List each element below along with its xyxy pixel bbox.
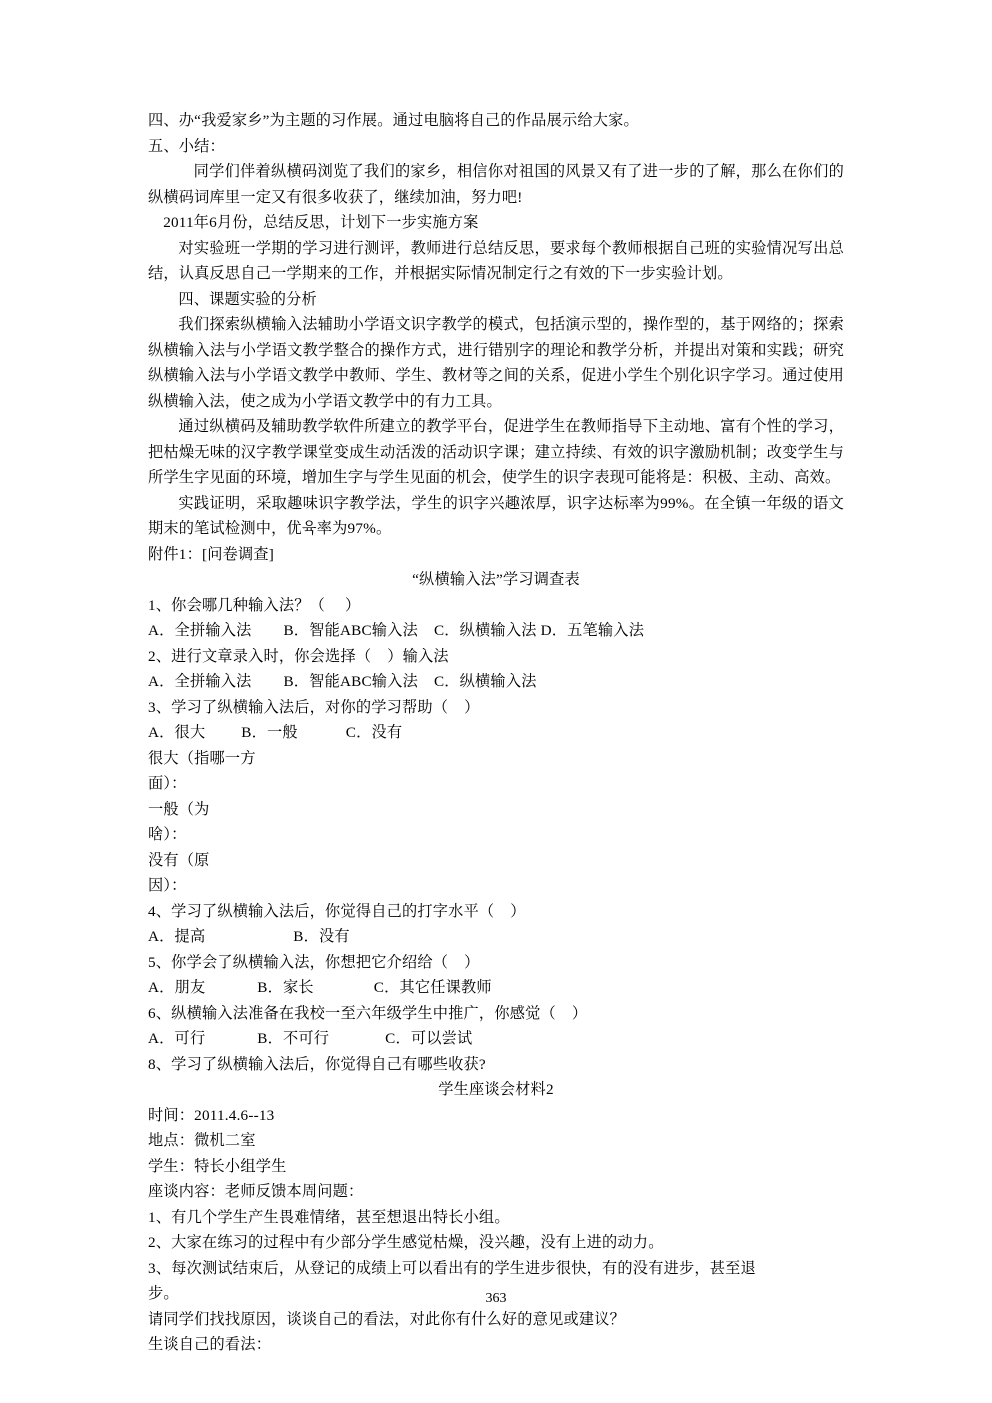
question-3-followup-b-cont: 啥）： [148,826,187,843]
question-3-followup-a: 很大（指哪一方 [148,749,256,767]
survey-title: “纵横输入法”学习调查表 [412,571,580,588]
question-2: 2、进行文章录入时，你会选择（ ）输入法 [148,647,449,665]
symposium-prompt: 请同学们找找原因，谈谈自己的看法，对此你有什么好的意见或建议？ [148,1310,626,1328]
question-8: 8、学习了纵横输入法后，你觉得自己有哪些收获? [148,1055,486,1073]
question-3: 3、学习了纵横输入法后，对你的学习帮助（ ） [148,698,480,716]
appendix-label: 附件1：[问卷调查] [148,545,275,563]
question-4: 4、学习了纵横输入法后，你觉得自己的打字水平（ ） [148,902,526,920]
question-3-followup-c-cont: 因）： [148,877,187,894]
symposium-issue-2: 2、大家在练习的过程中有少部分学生感觉枯燥，没兴趣，没有上进的动力。 [148,1234,664,1251]
symposium-student-opinion: 生谈自己的看法： [148,1336,272,1353]
section-four-heading: 四、办“我爱家乡”为主题的习作展。通过电脑将自己的作品展示给大家。 [148,112,639,129]
question-5: 5、你学会了纵横输入法，你想把它介绍给（ ） [148,953,480,971]
question-6-options: A．可行 B．不可行 C．可以尝试 [148,1030,473,1047]
symposium-place: 地点：微机二室 [148,1132,256,1149]
analysis-paragraph-2: 通过纵横码及辅助教学软件所建立的教学平台，促进学生在教师指导下主动地、富有个性的学习，把枯燥无味的汉字教学课堂变成生动活泼的活动识字课；建立持续、有效的识字激励机制；改变学生与所学生字见面的环境，增加生字与学生见面的机会，使学生的识字表现可能将是：积极、主动、高效。 [148,418,844,486]
summary-paragraph: 同学们伴着纵横码浏览了我们的家乡，相信你对祖国的风景又有了进一步的了解，那么在你们的纵横码词库里一定又有很多收获了，继续加油，努力吧! [148,163,844,206]
question-1-options: A．全拼输入法 B．智能ABC输入法 C．纵横输入法 D．五笔输入法 [148,622,645,639]
page-number: 363 [485,1291,507,1306]
question-3-followup-b: 一般（为 [148,800,210,818]
question-6: 6、纵横输入法准备在我校一至六年级学生中推广，你感觉（ ） [148,1004,588,1022]
document-body [148,108,844,1358]
question-1: 1、你会哪几种输入法？（ ） [148,596,361,614]
symposium-issue-3-cont: 步。 [148,1285,179,1302]
analysis-heading: 四、课题实验的分析 [178,290,317,308]
question-3-followup-a-cont: 面）： [148,775,187,792]
symposium-content-label: 座谈内容：老师反馈本周问题： [148,1183,364,1200]
question-4-options: A．提高 B．没有 [148,928,350,945]
symposium-time: 时间：2011.4.6--13 [148,1106,275,1124]
symposium-issue-1: 1、有几个学生产生畏难情绪，甚至想退出特长小组。 [148,1208,510,1226]
analysis-paragraph-3: 实践证明，采取趣味识字教学法，学生的识字兴趣浓厚，识字达标率为99%。在全镇一年级的语文期末的笔试检测中，优육率为97%。 [148,494,844,537]
date-plan-line: 2011年6月份，总结反思，计划下一步实施方案 [163,214,479,231]
symposium-issue-3: 3、每次测试结束后，从登记的成绩上可以看出有的学生进步很快，有的没有进步，甚至退 [148,1259,756,1277]
analysis-paragraph-1: 我们探索纵横输入法辅助小学语文识字教学的模式，包括演示型的，操作型的，基于网络的；探索纵横输入法与小学语文教学整合的操作方式，进行错别字的理论和教学分析，并提出对策和实践；研究纵横输入法与小学语文教学中教师、学生、教材等之间的关系，促进小学生个别化识字学习。通过使用纵横输入法，使之成为小学语文教学中的有力工具。 [148,316,844,410]
question-2-options: A．全拼输入法 B．智能ABC输入法 C．纵横输入法 [148,673,537,690]
section-five-heading: 五、小结： [148,137,225,155]
question-5-options: A．朋友 B．家长 C．其它任课教师 [148,979,492,996]
symposium-students: 学生：特长小组学生 [148,1157,287,1175]
experiment-review-paragraph: 对实验班一学期的学习进行测评，教师进行总结反思，要求每个教师根据自己班的实验情况写出总结，认真反思自己一学期来的工作，并根据实际情况制定行之有效的下一步实验计划。 [148,239,844,282]
question-3-followup-c: 没有（原 [148,851,210,869]
question-3-options: A．很大 B．一般 C．没有 [148,724,403,741]
symposium-title: 学生座谈会材料2 [438,1081,554,1098]
